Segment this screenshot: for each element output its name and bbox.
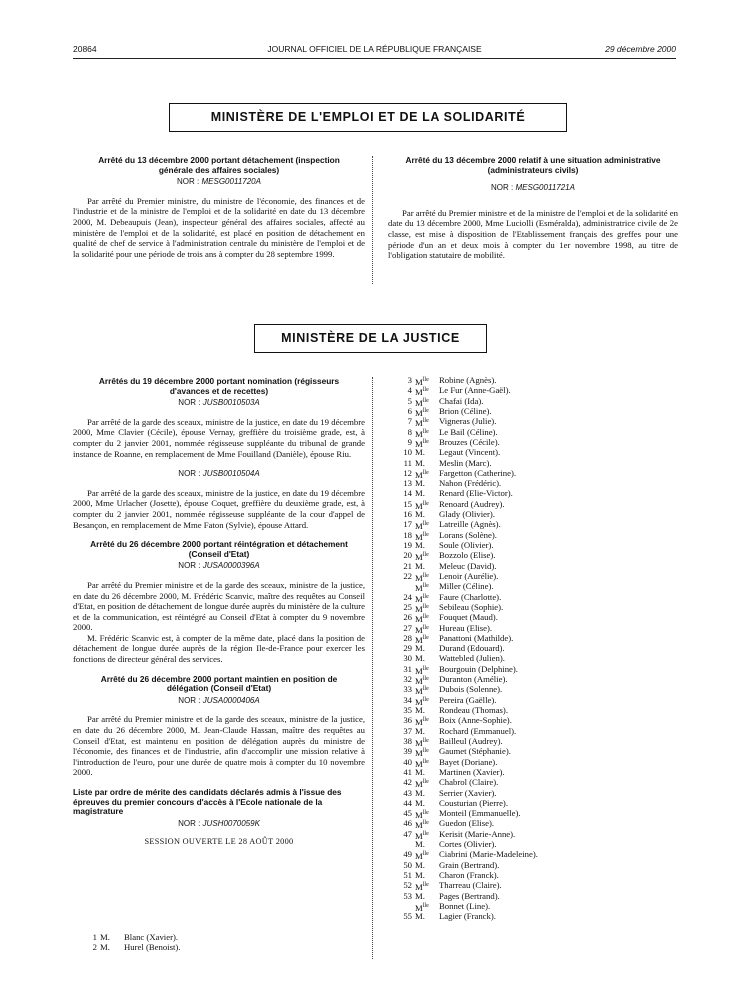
- rank-number: 19: [403, 540, 412, 550]
- column-separator: [372, 156, 373, 284]
- rank-number: 26: [403, 612, 412, 623]
- rank-number: 28: [403, 632, 412, 643]
- rank-number: 30: [403, 653, 412, 664]
- civility: $M^{lle}$: [415, 675, 429, 686]
- candidate-name: Ciabrini (Marie-Madeleine).: [439, 849, 538, 860]
- civility: M.: [415, 890, 425, 901]
- arrete-title: Arrêté du 26 décembre 2000 portant réintégration et détachement (Conseil d'Etat): [90, 539, 348, 559]
- civility: M.: [415, 725, 425, 736]
- list-item: [388, 592, 678, 602]
- candidate-name: Rondeau (Thomas).: [439, 705, 508, 715]
- candidate-name: Meleuc (David).: [439, 560, 497, 571]
- rank-number: 11: [403, 457, 412, 468]
- rank-number: 37: [403, 725, 412, 736]
- rank-number: 29: [403, 643, 412, 654]
- candidate-name: Renard (Elie-Victor).: [439, 488, 513, 499]
- rank-number: 20: [403, 550, 412, 561]
- candidate-name: Gaumet (Stéphanie).: [439, 746, 511, 757]
- list-item: [388, 458, 678, 468]
- civility: $M^{lle}$: [415, 603, 429, 614]
- candidate-name: Vigneras (Julie).: [439, 416, 497, 427]
- rank-number: 5: [407, 395, 412, 406]
- ministry-heading-justice: MINISTÈRE DE LA JUSTICE: [254, 324, 487, 353]
- rank-number: 10: [403, 447, 412, 458]
- list-item: [388, 530, 678, 540]
- candidate-name: Durand (Edouard).: [439, 643, 505, 654]
- list-item: [388, 788, 678, 798]
- list-item: [388, 767, 678, 777]
- rank-number: 50: [403, 859, 412, 870]
- candidate-name: Cortes (Olivier).: [439, 839, 497, 850]
- list-item: [388, 870, 678, 880]
- candidate-name: Legaut (Vincent).: [439, 447, 501, 458]
- nor-code: JUSA0000406A: [202, 695, 260, 705]
- list-item: [388, 674, 678, 684]
- candidate-name: Le Bail (Céline).: [439, 426, 498, 437]
- list-item: [388, 375, 678, 385]
- civility: $M^{lle}$: [415, 521, 429, 532]
- candidate-name: Lagier (Franck).: [439, 911, 496, 922]
- candidate-name: Chafai (Ida).: [439, 395, 484, 406]
- list-item: [388, 684, 678, 697]
- arrete-body: Par arrêté de la garde des sceaux, ministre de la justice, en date du 19 décembre 2000, Mme Urlacher (Josette), épouse Coquet, greffière du deuxième grade, est, à compter du 2 janvier 2001, nommée régisseuse suppléante de la cour d'appel de Besançon, en remplacement de Mme Faton (Sylvie), épouse Attard.: [73, 487, 365, 530]
- civility: M.: [415, 643, 425, 654]
- list-item: [388, 478, 678, 488]
- rank-number: 18: [403, 529, 412, 540]
- candidate-name: Meslin (Marc).: [439, 457, 492, 468]
- civility: M.: [415, 478, 425, 489]
- list-item: [388, 550, 678, 563]
- list-item: [388, 416, 678, 429]
- nor-line: NOR : MESG0011720A: [177, 177, 261, 187]
- rank-number: 6: [407, 405, 412, 416]
- list-item: [73, 942, 353, 952]
- list-item: [388, 860, 678, 870]
- rank-number: 9: [407, 436, 412, 447]
- nor-line: NOR : JUSB0010504A: [178, 469, 260, 479]
- civility: $M^{lle}$: [415, 634, 429, 645]
- list-item: [388, 519, 678, 532]
- rank-number: 25: [403, 601, 412, 612]
- list-item: [388, 818, 678, 831]
- rank-number: 38: [403, 735, 412, 746]
- list-item: [388, 427, 678, 437]
- candidate-name: Pereira (Gaëlle).: [439, 694, 497, 705]
- civility: M.: [415, 787, 425, 798]
- list-item: [388, 488, 678, 498]
- candidate-name: Fargetton (Catherine).: [439, 467, 517, 478]
- candidate-name: Monteil (Emmanuelle).: [439, 808, 521, 819]
- candidate-name: Brouzes (Cécile).: [439, 436, 500, 447]
- rank-number: 41: [403, 766, 412, 777]
- civility: $M^{lle}$: [415, 779, 429, 790]
- arrete-body: Par arrêté du Premier ministre et de la ministre de l'emploi et de la solidarité en date du 13 décembre 2000, Mme Luciolli (Esméralda), administratrice civile de 2e classe, est mise à disposition de l'Etablissement français des greffes pour une période d'un an et deux mois à compter du 1er novembre 1998, au titre de l'obligation statutaire de mobilité.: [388, 207, 678, 261]
- list-item: [73, 932, 353, 942]
- candidate-name: Glady (Olivier).: [439, 509, 495, 520]
- rank-number: 1: [92, 932, 97, 942]
- list-item: [388, 437, 678, 447]
- arrete-body: M. Frédéric Scanvic est, à compter de la même date, placé dans la position de détachement de longue durée auprès de la région Ile-de-France pour exercer les fonctions de directeur général des services.: [73, 632, 365, 665]
- list-item: [388, 798, 678, 808]
- list-item: [388, 839, 678, 849]
- arrete-title: Arrêté du 26 décembre 2000 portant maintien en position de délégation (Conseil d'Etat): [100, 673, 338, 694]
- civility: M.: [415, 560, 425, 571]
- list-item: [388, 705, 678, 715]
- nor-line: NOR : MESG0011721A: [491, 183, 575, 193]
- civility: $M^{lle}$: [415, 469, 429, 480]
- civility: $M^{lle}$: [415, 758, 429, 769]
- candidate-name: Hurel (Benoist).: [124, 942, 181, 953]
- list-item: [388, 612, 678, 625]
- arrete-body: Par arrêté du Premier ministre et de la garde des sceaux, ministre de la justice, en date du 26 décembre 2000, M. Frédéric Scanvic, maître des requêtes au Conseil d'Etat, en position de détachement de longue durée auprès du ministère de la culture et de la communication, est réintégré au Conseil d'Etat à compter du 9 novembre 2000.: [73, 579, 366, 633]
- candidate-name: Boix (Anne-Sophie).: [439, 715, 512, 726]
- list-item: [388, 581, 678, 594]
- arrete-body: Par arrêté du Premier ministre, du ministre de l'économie, des finances et de l'industrie et de la ministre de l'emploi et de la solidarité en date du 13 décembre 2000, M. Debeaupuis (Jean), inspecteur général des affaires sociales, affecté au ministère de l'emploi et de la solidarité, est placé en position de détachement en qualité de chef de service à l'administration centrale du ministère de l'emploi et de la solidarité pour une période de trois ans à compter du 28 septembre 1999.: [73, 195, 365, 259]
- nor-code: JUSA0000396A: [202, 561, 260, 571]
- list-item: [388, 406, 678, 416]
- civility: M.: [415, 859, 425, 870]
- list-item: [388, 880, 678, 893]
- rank-number: 24: [403, 591, 412, 602]
- civility: $M^{lle}$: [415, 696, 429, 707]
- candidate-name: Kerisit (Marie-Anne).: [439, 828, 516, 839]
- list-item: [388, 447, 678, 457]
- candidate-name: Sebileau (Sophie).: [439, 601, 504, 612]
- nor-code: JUSB0010504A: [202, 469, 260, 479]
- civility: M.: [415, 457, 425, 468]
- civility: $M^{lle}$: [415, 851, 429, 862]
- list-item: [388, 715, 678, 728]
- rank-number: 44: [403, 797, 412, 808]
- civility: M.: [415, 488, 425, 499]
- rank-number: 34: [403, 694, 412, 705]
- rank-number: 43: [403, 787, 412, 798]
- arrete-title: Arrêté du 13 décembre 2000 portant détachement (inspection générale des affaires sociales): [98, 155, 340, 175]
- list-item: [388, 499, 678, 509]
- candidate-name: Lenoir (Aurélie).: [439, 570, 499, 581]
- civility: $M^{lle}$: [415, 737, 429, 748]
- list-item: [388, 468, 678, 478]
- list-item: [388, 891, 678, 901]
- candidate-name: Wattebled (Julien).: [439, 653, 505, 664]
- candidate-name: Tharreau (Claire).: [439, 880, 502, 891]
- civility: $M^{lle}$: [415, 397, 429, 408]
- list-item: [388, 911, 678, 921]
- candidate-name: Soule (Olivier).: [439, 540, 494, 550]
- civility: $M^{lle}$: [415, 376, 429, 387]
- rank-number: 45: [403, 808, 412, 819]
- list-item: [388, 829, 678, 839]
- list-item: [388, 561, 678, 571]
- nor-line: NOR : JUSA0000396A: [178, 561, 260, 571]
- rank-number: 14: [403, 488, 412, 499]
- list-item: [388, 757, 678, 767]
- civility: M.: [415, 870, 425, 880]
- civility: $M^{lle}$: [415, 418, 429, 429]
- list-item: [388, 653, 678, 663]
- candidate-name: Le Fur (Anne-Gaël).: [439, 385, 511, 396]
- candidate-name: Pages (Bertrand).: [439, 890, 500, 901]
- candidate-name: Bonnet (Line).: [439, 900, 491, 911]
- header-rule: [73, 58, 676, 59]
- civility: $M^{lle}$: [415, 572, 429, 583]
- candidate-name: Hureau (Elise).: [439, 622, 493, 633]
- candidate-name: Fouquet (Maud).: [439, 612, 498, 623]
- list-item: [388, 736, 678, 746]
- rank-number: 31: [403, 663, 412, 674]
- candidate-name: Robine (Agnès).: [439, 375, 497, 385]
- list-item: [388, 695, 678, 705]
- candidate-name: Blanc (Xavier).: [124, 932, 179, 942]
- civility: $M^{lle}$: [415, 438, 429, 449]
- candidate-name: Grain (Bertrand).: [439, 859, 500, 870]
- arrete-situation-administrative: [388, 156, 678, 261]
- ministry-heading-emploi: MINISTÈRE DE L'EMPLOI ET DE LA SOLIDARITÉ: [169, 103, 567, 132]
- civility: $M^{lle}$: [415, 810, 429, 821]
- civility: M.: [415, 653, 425, 664]
- rank-number: 46: [403, 818, 412, 829]
- running-header: [73, 44, 676, 58]
- candidate-name: Chabrol (Claire).: [439, 777, 499, 788]
- candidate-name: Bourgouin (Delphine).: [439, 663, 518, 674]
- candidate-name: Charon (Franck).: [439, 870, 499, 880]
- column-separator: [372, 377, 373, 959]
- civility: M.: [415, 839, 425, 850]
- list-item: [388, 623, 678, 633]
- civility: $M^{lle}$: [415, 387, 429, 398]
- civility: M.: [415, 911, 425, 922]
- page-number: 20864: [73, 44, 97, 54]
- civility: $M^{lle}$: [415, 583, 429, 594]
- nor-code: JUSB0010503A: [202, 398, 260, 408]
- list-item: [388, 808, 678, 821]
- civility: $M^{lle}$: [415, 614, 429, 625]
- candidate-name: Bayet (Doriane).: [439, 756, 498, 767]
- candidate-name: Nahon (Frédéric).: [439, 478, 502, 489]
- session-line: SESSION OUVERTE LE 28 AOÛT 2000: [144, 837, 294, 847]
- candidate-name: Brion (Céline).: [439, 405, 492, 416]
- rank-number: 13: [403, 478, 412, 489]
- list-item: [388, 540, 678, 550]
- civility: $M^{lle}$: [415, 686, 429, 697]
- civility: M.: [415, 540, 425, 550]
- civility: M.: [415, 766, 425, 777]
- list-item: [388, 849, 678, 862]
- candidate-name: Faure (Charlotte).: [439, 591, 502, 602]
- rank-number: 7: [407, 416, 412, 427]
- nor-code: JUSH0070059K: [202, 818, 260, 828]
- list-item: [388, 777, 678, 790]
- civility: $M^{lle}$: [415, 552, 429, 563]
- arrete-title: Arrêté du 13 décembre 2000 relatif à une situation administrative (administrateurs civils): [405, 155, 661, 175]
- civility: M.: [100, 942, 110, 953]
- rank-number: 51: [403, 870, 412, 880]
- candidate-name: Bailleul (Audrey).: [439, 735, 503, 746]
- civility: $M^{lle}$: [415, 531, 429, 542]
- candidate-name: Dubois (Solenne).: [439, 684, 503, 695]
- list-item: [388, 396, 678, 406]
- rank-number: 2: [92, 942, 97, 953]
- rank-number: 32: [403, 674, 412, 685]
- rank-number: 12: [403, 467, 412, 478]
- candidate-name: Guedon (Elise).: [439, 818, 495, 829]
- rank-number: 22: [403, 570, 412, 581]
- list-item: [388, 726, 678, 736]
- nor-line: NOR : JUSH0070059K: [178, 818, 260, 828]
- list-item: [388, 664, 678, 674]
- nor-line: NOR : JUSA0000406A: [178, 695, 260, 705]
- candidate-name: Lorans (Solène).: [439, 529, 497, 540]
- ranking-list-right: [388, 375, 678, 922]
- candidate-name: Miller (Céline).: [439, 581, 494, 592]
- list-item: [388, 746, 678, 759]
- list-item: [388, 643, 678, 653]
- rank-number: 40: [403, 756, 412, 767]
- rank-number: 21: [403, 560, 412, 571]
- list-item: [388, 571, 678, 581]
- civility: $M^{lle}$: [415, 593, 429, 604]
- rank-number: 35: [403, 705, 412, 715]
- arretes-nomination-regisseurs: [73, 377, 365, 854]
- civility: $M^{lle}$: [415, 624, 429, 635]
- candidate-name: Rochard (Emmanuel).: [439, 725, 517, 736]
- list-item: [388, 901, 678, 911]
- civility: $M^{lle}$: [415, 902, 429, 913]
- candidate-name: Martinen (Xavier).: [439, 766, 505, 777]
- rank-number: 53: [403, 890, 412, 901]
- candidate-name: Panattoni (Mathilde).: [439, 632, 514, 643]
- civility: M.: [415, 509, 425, 520]
- candidate-name: Bozzolo (Elise).: [439, 550, 496, 561]
- arrete-body: Par arrêté du Premier ministre et de la garde des sceaux, ministre de la justice, en date du 26 décembre 2000, M. Jean-Claude Hassan, maître des requêtes au Conseil d'Etat, est maintenu en position de délégation auprès du ministre de l'économie, des finances et de l'industrie, afin d'accomplir une mission relative à l'introduction de l'euro, pour une durée de quatre mois à compter du 10 novembre 2000.: [73, 714, 365, 778]
- rank-number: 3: [407, 375, 412, 385]
- arrete-detachement: [73, 156, 365, 259]
- civility: M.: [415, 705, 425, 715]
- candidate-name: Serrier (Xavier).: [439, 787, 497, 798]
- civility: $M^{lle}$: [415, 500, 429, 511]
- nor-code: MESG0011721A: [515, 183, 575, 193]
- rank-number: 15: [403, 498, 412, 509]
- rank-number: 33: [403, 684, 412, 695]
- civility: $M^{lle}$: [415, 748, 429, 759]
- civility: $M^{lle}$: [415, 882, 429, 893]
- civility: $M^{lle}$: [415, 830, 429, 841]
- arrete-title: Arrêtés du 19 décembre 2000 portant nomination (régisseurs d'avances et de recettes): [98, 376, 340, 396]
- rank-number: 17: [403, 519, 412, 530]
- civility: M.: [100, 932, 110, 942]
- rank-number: 8: [407, 426, 412, 437]
- civility: $M^{lle}$: [415, 665, 429, 676]
- list-item: [388, 633, 678, 643]
- candidate-name: Duranton (Amélie).: [439, 674, 508, 685]
- rank-number: 4: [407, 385, 412, 396]
- rank-number: 16: [403, 509, 412, 520]
- arrete-body: Par arrêté de la garde des sceaux, ministre de la justice, en date du 19 décembre 2000, Mme Clavier (Cécile), épouse Vernay, greffière du troisième grade, est, à compter du 2 janvier 2001, nommée régisseuse suppléante du tribunal de grande instance de Roanne, en remplacement de Mme Fouilland (Danièle), épouse Riu.: [73, 416, 365, 459]
- issue-date: 29 décembre 2000: [605, 44, 676, 54]
- rank-number: 55: [403, 911, 412, 922]
- rank-number: 52: [403, 880, 412, 891]
- nor-code: MESG0011720A: [201, 177, 261, 187]
- list-item: [388, 385, 678, 398]
- candidate-name: Cousturian (Pierre).: [439, 797, 508, 808]
- rank-number: 42: [403, 777, 412, 788]
- civility: $M^{lle}$: [415, 717, 429, 728]
- list-item: [388, 509, 678, 519]
- civility: $M^{lle}$: [415, 820, 429, 831]
- nor-line: NOR : JUSB0010503A: [178, 398, 260, 408]
- rank-number: 27: [403, 622, 412, 633]
- rank-number: 47: [403, 828, 412, 839]
- rank-number: 39: [403, 746, 412, 757]
- civility: $M^{lle}$: [415, 407, 429, 418]
- journal-title: JOURNAL OFFICIEL DE LA RÉPUBLIQUE FRANÇAISE: [267, 44, 482, 54]
- list-item: [388, 602, 678, 612]
- list-title: Liste par ordre de mérite des candidats déclarés admis à l'issue des épreuves du premier concours d'accès à l'Ecole nationale de la magistrature: [73, 787, 342, 817]
- candidate-name: Renoard (Audrey).: [439, 498, 505, 509]
- civility: $M^{lle}$: [415, 428, 429, 439]
- rank-number: 36: [403, 715, 412, 726]
- rank-number: 49: [403, 849, 412, 860]
- candidate-name: Latreille (Agnès).: [439, 519, 501, 530]
- civility: M.: [415, 447, 425, 458]
- ranking-list-left: [73, 932, 353, 953]
- civility: M.: [415, 797, 425, 808]
